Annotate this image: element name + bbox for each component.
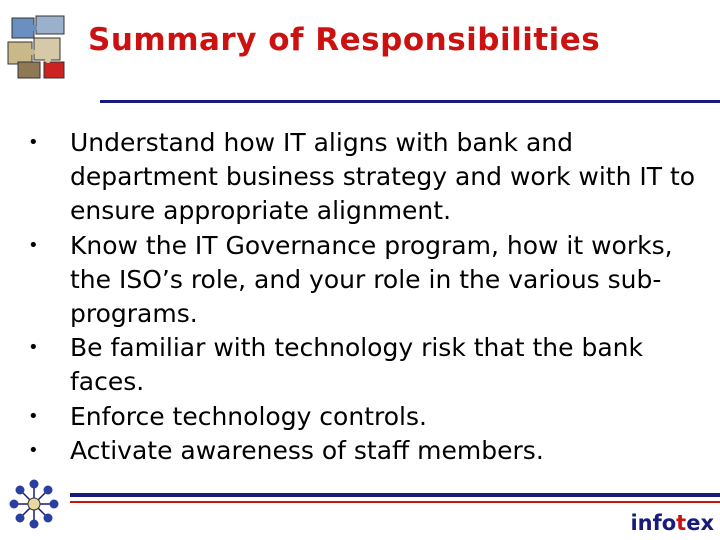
title-divider (100, 100, 720, 103)
footer-divider-blue (70, 493, 720, 497)
bullet-marker: • (28, 132, 39, 153)
brand-text-part3: ex (686, 511, 714, 535)
brand-text-part1: info (630, 511, 677, 535)
bullet-item (22, 126, 712, 229)
bullet-text: Know the IT Governance program, how it works, the ISO’s role, and your role in the various sub-programs. (70, 230, 673, 329)
footer-divider-red (70, 501, 720, 503)
brand-text-accent: t (676, 511, 687, 535)
bullet-text: Activate awareness of staff members. (70, 435, 544, 465)
bullet-item (22, 229, 712, 332)
molecule-logo-icon (8, 478, 60, 530)
slide-title: Summary of Responsibilities (88, 22, 601, 58)
bullet-item (22, 400, 712, 434)
puzzle-logo-icon (4, 12, 72, 82)
bullet-text: Be familiar with technology risk that the bank faces. (70, 333, 643, 397)
bullet-marker: • (28, 337, 39, 359)
bullet-list (22, 126, 712, 468)
bullet-text: Enforce technology controls. (70, 401, 427, 431)
bullet-marker: • (28, 234, 39, 256)
brand-logo (630, 511, 714, 535)
bullet-item (22, 434, 712, 468)
bullet-item (22, 331, 712, 399)
bullet-text: Understand how IT aligns with bank and department business strategy and work with IT to ensure appropriate alignment. (70, 128, 696, 226)
bullet-marker: • (28, 439, 39, 461)
bullet-marker: • (28, 405, 39, 427)
